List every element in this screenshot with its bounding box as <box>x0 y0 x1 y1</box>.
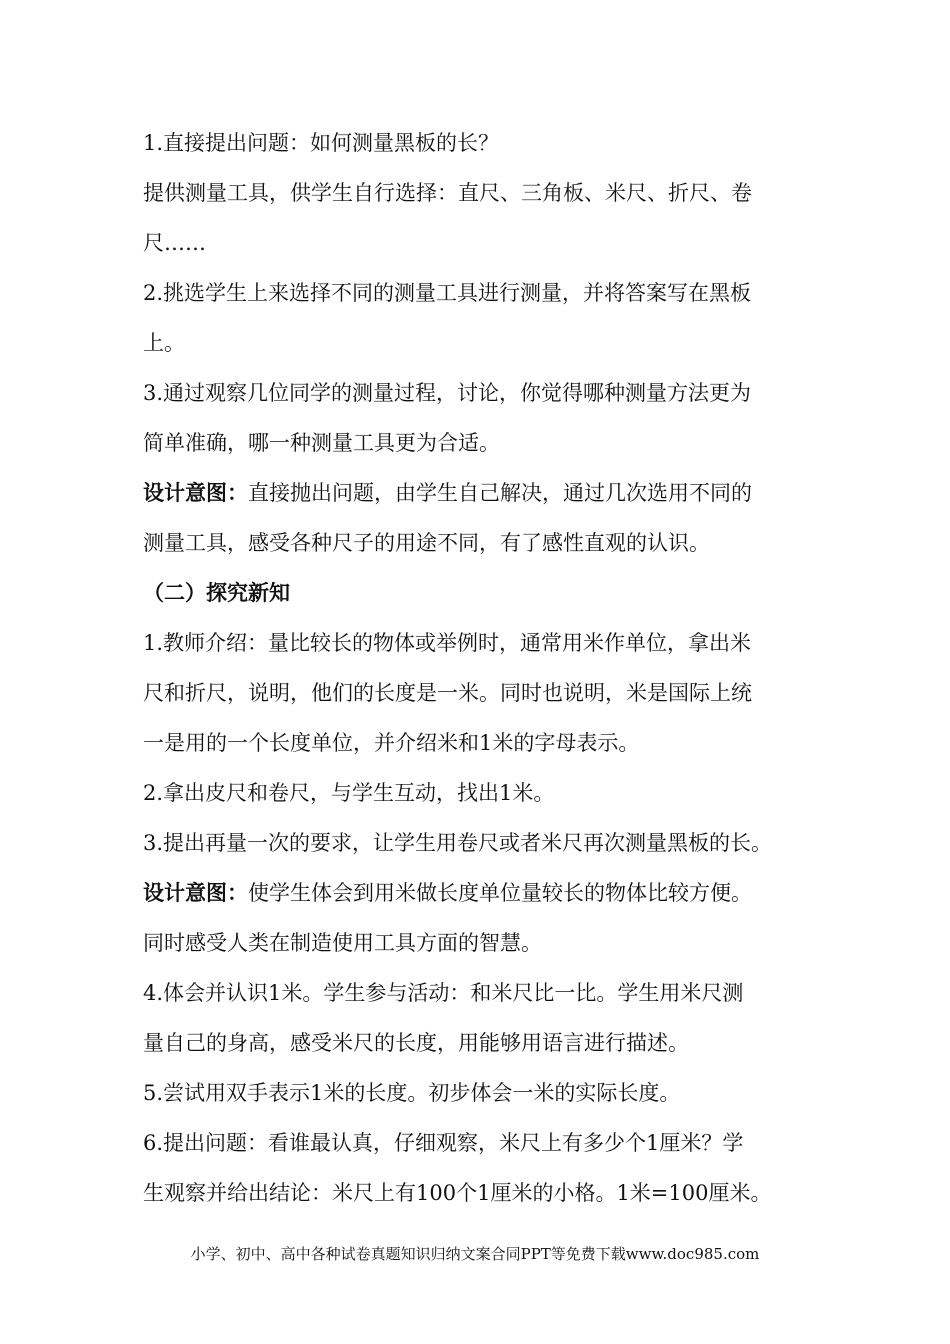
text-line: 尺…… <box>143 231 206 255</box>
text-line: 3.通过观察几位同学的测量过程，讨论，你觉得哪种测量方法更为 <box>143 381 752 405</box>
text-line: 生观察并给出结论：米尺上有100个1厘米的小格。1米=100厘米。 <box>143 1181 772 1205</box>
document-body <box>143 118 813 1218</box>
design-intent-text: 使学生体会到用米做长度单位量较长的物体比较方便。 <box>248 881 752 905</box>
text-line: 提供测量工具，供学生自行选择：直尺、三角板、米尺、折尺、卷 <box>143 181 752 205</box>
text-line: 尺和折尺，说明，他们的长度是一米。同时也说明，米是国际上统 <box>143 681 752 705</box>
design-intent-label: 设计意图： <box>143 880 248 905</box>
text-line: 6.提出问题：看谁最认真，仔细观察，米尺上有多少个1厘米？学 <box>143 1131 744 1155</box>
text-line: 一是用的一个长度单位，并介绍米和1米的字母表示。 <box>143 731 640 755</box>
text-line: 测量工具，感受各种尺子的用途不同，有了感性直观的认识。 <box>143 531 710 555</box>
text-line: 同时感受人类在制造使用工具方面的智慧。 <box>143 931 542 955</box>
design-intent-line <box>143 868 813 918</box>
text-line: 2.拿出皮尺和卷尺，与学生互动，找出1米。 <box>143 781 555 805</box>
text-line: 1.教师介绍：量比较长的物体或举例时，通常用米作单位，拿出米 <box>143 631 752 655</box>
text-line: 4.体会并认识1米。学生参与活动：和米尺比一比。学生用米尺测 <box>143 981 744 1005</box>
page-footer: 小学、初中、高中各种试卷真题知识归纳文案合同PPT等免费下载www.doc985.com <box>190 1245 760 1263</box>
text-line: 2.挑选学生上来选择不同的测量工具进行测量，并将答案写在黑板 <box>143 281 752 305</box>
text-line: 1.直接提出问题：如何测量黑板的长？ <box>143 131 500 155</box>
text-line: 3.提出再量一次的要求，让学生用卷尺或者米尺再次测量黑板的长。 <box>143 831 773 855</box>
section-heading: （二）探究新知 <box>143 580 290 605</box>
design-intent-line <box>143 468 813 518</box>
text-line: 简单准确，哪一种测量工具更为合适。 <box>143 431 500 455</box>
design-intent-text: 直接抛出问题，由学生自己解决，通过几次选用不同的 <box>248 481 752 505</box>
text-line: 上。 <box>143 331 185 355</box>
text-line: 量自己的身高，感受米尺的长度，用能够用语言进行描述。 <box>143 1031 689 1055</box>
text-line: 5.尝试用双手表示1米的长度。初步体会一米的实际长度。 <box>143 1081 681 1105</box>
design-intent-label: 设计意图： <box>143 480 248 505</box>
